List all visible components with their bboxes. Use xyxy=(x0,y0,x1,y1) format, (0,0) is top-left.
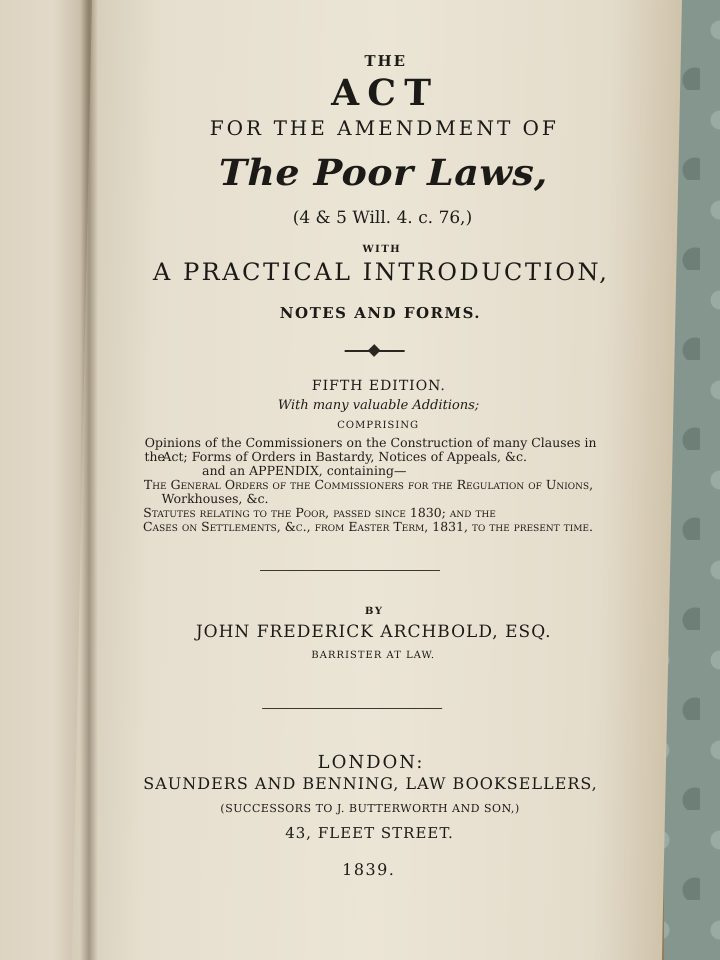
comprising-label: COMPRISING xyxy=(337,420,420,431)
contents-line: Workhouses, &c. xyxy=(161,491,269,506)
contents-line: Cases on Settlements, &c., from Easter Term, 1831, to the present time. xyxy=(142,519,594,534)
contents-line: Act; Forms of Orders in Bastardy, Notices of Appeals, &c. xyxy=(162,449,528,464)
with-label: WITH xyxy=(362,244,402,255)
imprint-address: 43, FLEET STREET. xyxy=(285,824,455,842)
imprint-publisher: SAUNDERS AND BENNING, LAW BOOKSELLERS, xyxy=(143,774,599,793)
title-page xyxy=(72,0,682,960)
by-label: BY xyxy=(364,606,384,617)
divider-rule xyxy=(260,570,440,571)
ornament-diamond xyxy=(368,344,381,357)
imprint-year: 1839. xyxy=(341,860,396,879)
title-act: ACT xyxy=(330,72,440,114)
subtitle-notes-forms: NOTES AND FORMS. xyxy=(279,304,482,322)
imprint-city: LONDON: xyxy=(317,752,425,773)
contents-line: The General Orders of the Commissioners for the Regulation of Unions, xyxy=(143,477,594,492)
contents-line: Opinions of the Commissioners on the Construction of many Clauses in the xyxy=(144,435,597,464)
contents-line: Statutes relating to the Poor, passed since 1830; and the xyxy=(143,505,497,520)
subtitle-introduction: A PRACTICAL INTRODUCTION, xyxy=(152,258,610,286)
divider-rule xyxy=(262,708,442,709)
author-title: BARRISTER AT LAW. xyxy=(311,650,436,661)
author-name: JOHN FREDERICK ARCHBOLD, ESQ. xyxy=(195,622,552,642)
title-amendment: FOR THE AMENDMENT OF xyxy=(209,116,560,140)
statute-citation: (4 & 5 Will. 4. c. 76,) xyxy=(292,208,473,228)
contents-line: and an APPENDIX, containing— xyxy=(201,463,407,478)
title-the: THE xyxy=(364,52,408,70)
additions-label: With many valuable Additions; xyxy=(277,398,480,413)
book-gutter xyxy=(80,0,98,960)
title-poor-laws: The Poor Laws, xyxy=(218,152,549,194)
edition-label: FIFTH EDITION. xyxy=(311,378,447,394)
imprint-successors: (SUCCESSORS TO J. BUTTERWORTH AND SON,) xyxy=(220,802,520,815)
